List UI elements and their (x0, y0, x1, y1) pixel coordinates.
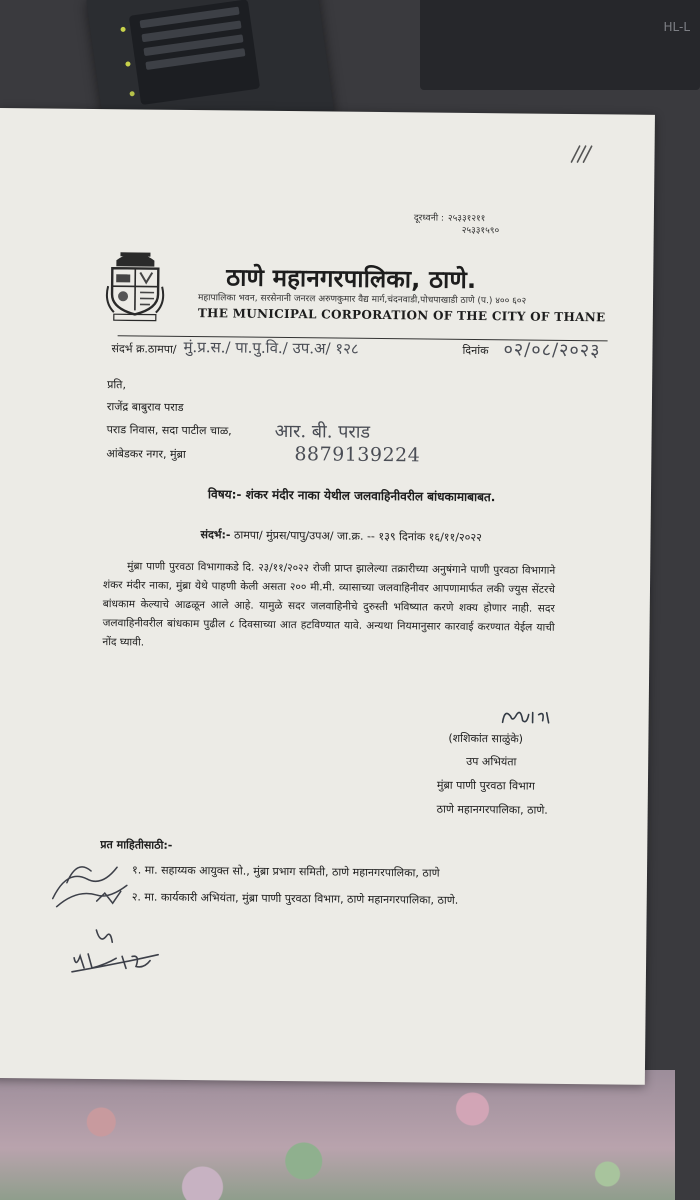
recipient-name: राजेंद्र बाबुराव पराड (106, 400, 184, 414)
subject-label: विषय:- (207, 487, 242, 502)
date-label: दिनांक (462, 343, 489, 358)
pen-mark-icon (567, 142, 595, 164)
organization-name-marathi: ठाणे महानगरपालिका, ठाणे. (226, 263, 477, 294)
letter-body: मुंब्रा पाणी पुरवठा विभागाकडे दि. २३/११/२०२२ रोजी प्राप्त झालेल्या तक्रारीच्या अनुषंगाने पाणी पुरवठा विभागाने शंकर मंदीर नाका, मुंब्रा येथे पाहणी केली असता २०० मी.मी. व्यासाच्या जलवाहिनीवर आपणामार्फत लकी ज्युस सेंटरचे बांधकाम केल्याचे आढळून आले आहे. यामुळे सदर जलवाहिनीचे दुरुस्ती भविष्यात करणे शक्य होणार नाही. सदर जलवाहिनीवरील बांधकाम पुढील ८ दिवसाच्या आत हटविण्यात यावे. अन्यथा नियमानुसार कारवाई करण्यात येईल याची नोंद घ्यावी. (102, 560, 556, 649)
copy-to-title: प्रत माहितीसाठी:- (100, 838, 173, 852)
status-led-icon (125, 61, 131, 67)
signatory-department: मुंब्रा पाणी पुरवठा विभाग (436, 778, 535, 793)
phone-numbers (414, 212, 500, 237)
signature-icon (499, 706, 554, 729)
printer-body (420, 0, 700, 90)
phone-label: दूरध्वनी : (413, 213, 444, 224)
reference-label: संदर्भ क्र.ठामपा/ (111, 342, 177, 356)
subject-line (208, 485, 496, 505)
status-led-icon (120, 27, 126, 33)
subject-text: शंकर मंदीर नाका येथील जलवाहिनीवरील बांधकामाबाबत. (245, 487, 496, 505)
organization-name-english: THE MUNICIPAL CORPORATION OF THE CITY OF THANE (197, 306, 606, 325)
status-led-icon (129, 91, 135, 97)
subject-reference-text: ठामपा/ मुंप्रस/पापु/उपअ/ जा.क्र. -- १३९ दिनांक १६/११/२०२२ (233, 528, 482, 545)
copy-to-item: १. मा. सहाय्यक आयुक्त सो., मुंब्रा प्रभाग समिती, ठाणे महानगरपालिका, ठाणे (131, 863, 440, 880)
phone-number-2: २५३३१५९० (461, 225, 500, 237)
recipient-address-line: पराड निवास, सदा पाटील चाळ, (106, 423, 232, 438)
recipient-phone-handwritten: 8879139224 (294, 443, 421, 467)
copy-to-item: २. मा. कार्यकारी अभियंता, मुंब्रा पाणी पुरवठा विभाग, ठाणे महानगरपालिका, ठाणे. (131, 890, 459, 907)
phone-number-1: २५३३१२११ (447, 213, 486, 225)
signatory-name: (शशिकांत साळुंके) (448, 731, 524, 746)
control-panel-display (129, 0, 260, 105)
recipient-address-line: आंबेडकर नगर, मुंब्रा (106, 447, 186, 461)
receipt-signature-icon (47, 849, 138, 915)
municipal-emblem-icon (106, 246, 165, 323)
date-handwritten: ०२/०८/२०२३ (503, 339, 601, 362)
printer-model-label: HL-L (663, 20, 690, 34)
recipient-name-handwritten: आर. बी. पराड (274, 420, 371, 443)
organization-address: महापालिका भवन, सरसेनानी जनरल अरुणकुमार वैद्य मार्ग,चंदनवाडी,पोचपाखाडी ठाणे (प.) ४०० ६०२ (197, 293, 527, 307)
recipient-salutation: प्रति, (107, 378, 127, 392)
signatory-designation: उप अभियंता (466, 754, 517, 769)
letter-page (0, 108, 655, 1085)
receipt-date-icon (66, 924, 162, 980)
subject-reference-label: संदर्भ:- (200, 528, 231, 542)
subject-reference (200, 527, 481, 545)
signatory-organization: ठाणे महानगरपालिका, ठाणे. (436, 802, 548, 817)
reference-number-handwritten: मुं.प्र.स./ पा.पु.वि./ उप.अ/ १२८ (183, 337, 359, 358)
fabric-background (0, 1070, 675, 1200)
